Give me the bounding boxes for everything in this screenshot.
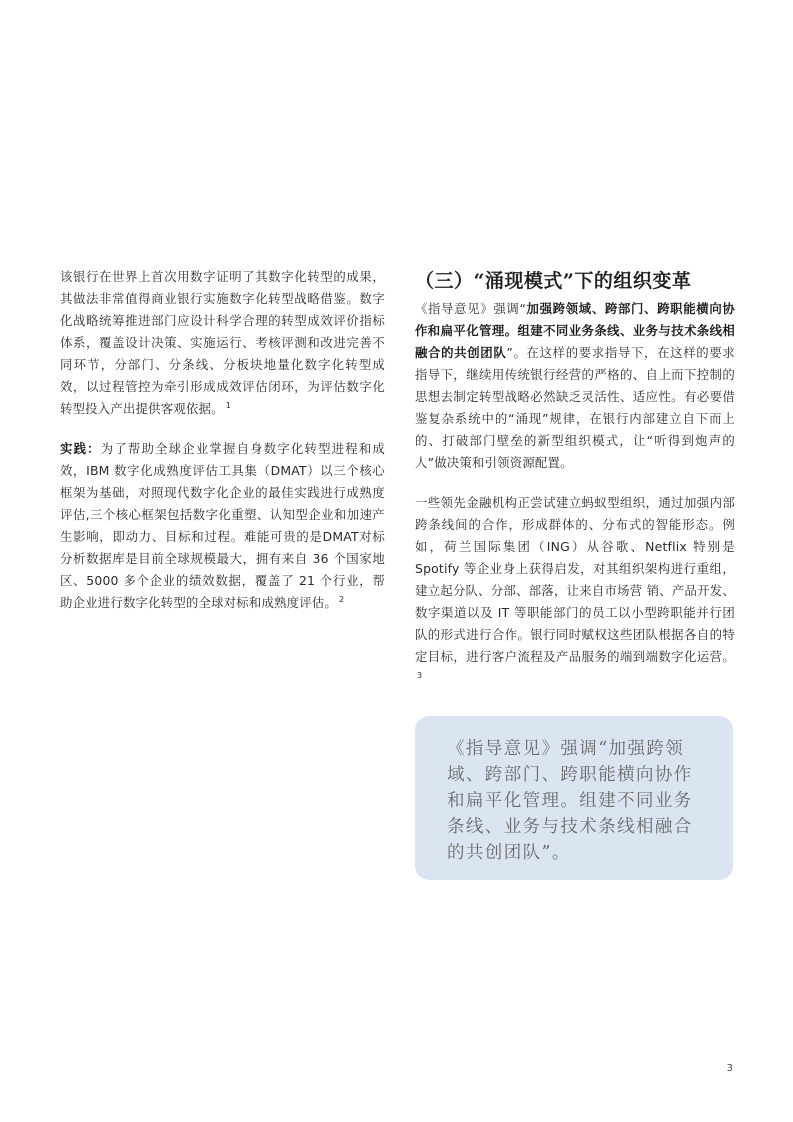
- pull-quote-text: 《指导意见》强调“加强跨领域、跨部门、跨职能横向协作和扁平化管理。组建不同业务条线、业务与技术条线相融合的共创团队”。: [447, 739, 693, 863]
- footnote-marker[interactable]: 3: [417, 670, 423, 680]
- footnote-marker[interactable]: 1: [225, 400, 231, 410]
- guidance-paragraph: [415, 298, 735, 474]
- paragraph-suffix: ”。在这样的要求指导下，在这样的要求指导下，继续用传统银行经营的严格的、自上而下控制的思想去制定转型战略必然缺乏灵活性、适应性。有必要借鉴复杂系统中的“涌现”规律，在银行内部建立自下而上的、打破部门壁垒的新型组织模式，让“听得到炮声的人”做决策和引领资源配置。: [415, 345, 735, 470]
- footnote-marker[interactable]: 2: [339, 594, 345, 604]
- paragraph-prefix: 《指导意见》强调“: [415, 301, 527, 316]
- paragraph-text: 为了帮助全球企业掌握自身数字化转型进程和成效，IBM 数字化成熟度评估工具集（DMAT）以三个核心框架为基础，对照现代数字化企业的最佳实践进行成熟度评估,三个核心框架包括数字化重塑、认知型企业和加速产生影响，即动力、目标和过程。难能可贵的是DMAT对标分析数据库是目前全球规模最大，拥有来自 36 个国家地区、5000 多个企业的绩效数据，覆盖了 21 个行业，帮助企业进行数字化转型的全球对标和成熟度评估。: [60, 441, 385, 610]
- left-column: [60, 266, 385, 632]
- example-paragraph: [415, 492, 735, 690]
- body-paragraph: [60, 266, 385, 420]
- emphasized-text: 加强跨领域、跨部门、跨职能横向协作和扁平化管理。组建不同业务条线、业务与技术条线相融合的共创团队: [415, 301, 735, 360]
- practice-label: 实践：: [60, 441, 101, 456]
- page-number: 3: [726, 1063, 733, 1074]
- practice-paragraph: [60, 438, 385, 614]
- section-heading: （三）“涌现模式”下的组织变革: [415, 270, 692, 292]
- paragraph-text: 该银行在世界上首次用数字证明了其数字化转型的成果，其做法非常值得商业银行实施数字化转型战略借鉴。数字化战略统筹推进部门应设计科学合理的转型成效评价指标体系，覆盖设计决策、实施运行、考核评测和改进完善不同环节，分部门、分条线、分板块地量化数字化转型成效，以过程管控为牵引形成成效评估闭环，为评估数字化转型投入产出提供客观依据。: [60, 269, 385, 416]
- pull-quote-box: [415, 716, 733, 880]
- paragraph-text: 一些领先金融机构正尝试建立蚂蚁型组织，通过加强内部跨条线间的合作，形成群体的、分布式的智能形态。例如，荷兰国际集团（ING）从谷歌、Netflix 特别是 Spotify 等企业身上获得启发，对其组织架构进行重组，建立起分队、分部、部落，让来自市场营 销、产品开发、数字渠道以及 IT 等职能部门的员工以小型跨职能并行团队的形式进行合作。银行同时赋权这些团队根据各自的特定目标，进行客户流程及产品服务的端到端数字化运营。: [415, 495, 735, 664]
- right-column: [415, 268, 735, 708]
